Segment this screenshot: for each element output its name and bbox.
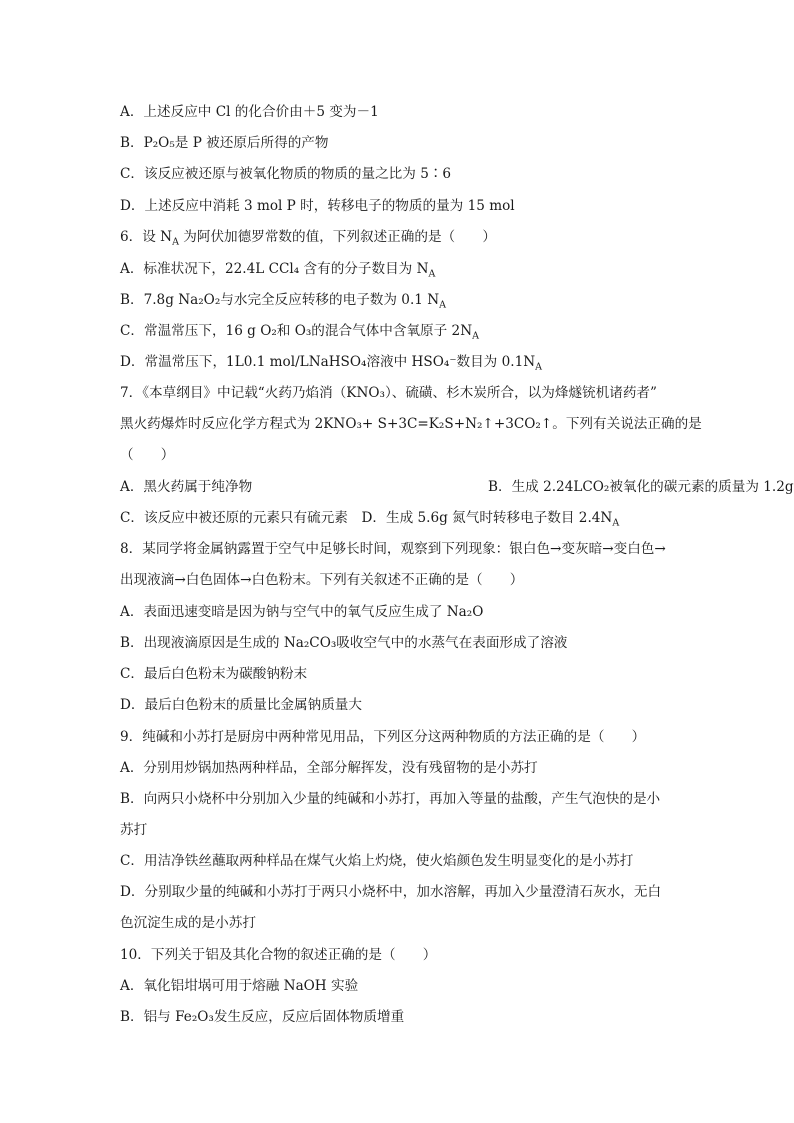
option-5b: B．P₂O₅是 P 被还原后所得的产物 [120, 135, 329, 151]
option-9d: D．分别取少量的纯碱和小苏打于两只小烧杯中，加水溶解，再加入少量澄清石灰水，无白 [120, 884, 662, 900]
option-10a: A．氧化铝坩埚可用于熔融 NaOH 实验 [120, 978, 359, 994]
option-5c: C．该反应被还原与被氧化物质的物质的量之比为 5∶6 [120, 166, 452, 182]
option-5a: A．上述反应中 Cl 的化合价由＋5 变为－1 [120, 104, 379, 120]
option-7b: B．生成 2.24LCO₂被氧化的碳元素的质量为 1.2g [488, 479, 794, 495]
option-9d-cont: 色沉淀生成的是小苏打 [120, 915, 256, 931]
option-10b: B．铝与 Fe₂O₃发生反应，反应后固体物质增重 [120, 1009, 405, 1025]
option-8b: B．出现液滴原因是生成的 Na₂CO₃吸收空气中的水蒸气在表面形成了溶液 [120, 635, 568, 651]
option-8a: A．表面迅速变暗是因为钠与空气中的氧气反应生成了 Na₂O [120, 604, 484, 620]
option-5d: D．上述反应中消耗 3 mol P 时，转移电子的物质的量为 15 mol [120, 198, 515, 214]
question-6: 6．设 $N_A$ 为阿伏加德罗常数的值，下列叙述正确的是（ ） [120, 229, 496, 248]
question-7: 7．《本草纲目》中记载“火药乃焰消（KNO₃）、硫磺、杉木炭所合，以为烽燧铳机诸药者” [120, 385, 657, 401]
option-8c: C．最后白色粉末为碳酸钠粉末 [120, 666, 308, 682]
question-7-brackets: （ ） [120, 447, 175, 463]
question-8: 8．某同学将金属钠露置于空气中足够长时间，观察到下列现象：银白色→变灰暗→变白色→ [120, 541, 666, 557]
question-10: 10．下列关于铝及其化合物的叙述正确的是（ ） [120, 947, 437, 963]
option-9b-cont: 苏打 [120, 822, 148, 838]
question-8-cont: 出现液滴→白色固体→白色粉末。下列有关叙述不正确的是（ ） [120, 572, 524, 588]
options-7cd: C．该反应中被还原的元素只有硫元素 D．生成 5.6g 氮气时转移电子数目 $2.4N_A$ [120, 510, 620, 529]
option-6d: D．常温常压下，1L0.1 mol/LNaHSO₄溶液中 HSO₄⁻数目为 $0.1N_A$ [120, 354, 542, 373]
option-6b: B．7.8g Na₂O₂与水完全反应转移的电子数为 0.1 $N_A$ [120, 292, 447, 311]
option-9a: A．分别用炒锅加热两种样品，全部分解挥发，没有残留物的是小苏打 [120, 760, 538, 776]
option-6a: A．标准状况下，22.4L CCl₄ 含有的分子数目为 $N_A$ [120, 261, 436, 280]
options-7ab [120, 477, 794, 497]
question-9: 9．纯碱和小苏打是厨房中两种常见用品，下列区分这两种物质的方法正确的是（ ） [120, 729, 646, 745]
question-7-cont: 黑火药爆炸时反应化学方程式为 2KNO₃+ S+3C=K₂S+N₂↑+3CO₂↑。下列有关说法正确的是 [120, 416, 702, 432]
option-9c: C．用洁净铁丝蘸取两种样品在煤气火焰上灼烧，使火焰颜色发生明显变化的是小苏打 [120, 853, 634, 869]
option-7a: A．黑火药属于纯净物 [120, 479, 253, 495]
option-9b: B．向两只小烧杯中分别加入少量的纯碱和小苏打，再加入等量的盐酸，产生气泡快的是小 [120, 791, 661, 807]
option-6c: C．常温常压下，16 g O₂和 O₃的混合气体中含氧原子 $2N_A$ [120, 323, 479, 342]
option-8d: D．最后白色粉末的质量比金属钠质量大 [120, 697, 362, 713]
